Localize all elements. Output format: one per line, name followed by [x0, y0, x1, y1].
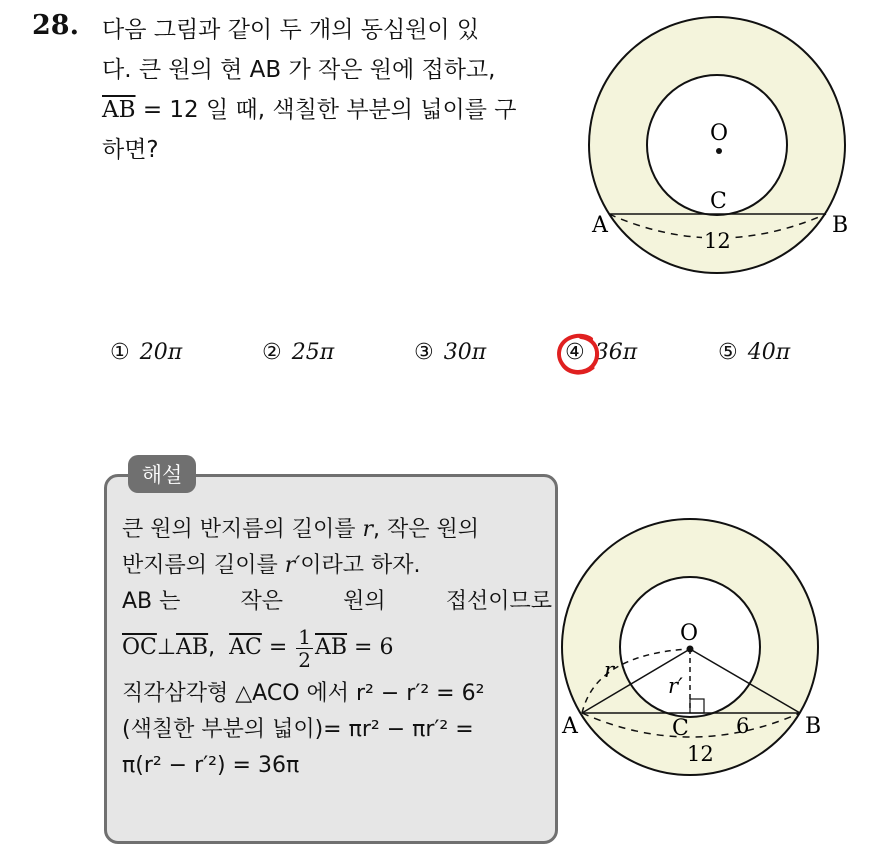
- question-line-2: 다. 큰 원의 현 AB 가 작은 원에 접하고,: [102, 57, 496, 83]
- question-line-4: 하면?: [102, 137, 159, 163]
- answer-circle-mark: [553, 330, 605, 380]
- label-b-2: B: [805, 714, 822, 739]
- label-chord-12-2: 12: [687, 742, 714, 766]
- label-b: B: [832, 213, 849, 238]
- label-r: r: [604, 658, 615, 682]
- choice-2[interactable]: ② 25π: [262, 340, 335, 365]
- choice-1[interactable]: ① 20π: [110, 340, 183, 365]
- solution-word-4: 접선이므로: [445, 589, 552, 614]
- solution-text: [122, 512, 552, 784]
- choice-3[interactable]: ③ 30π: [414, 340, 487, 365]
- fraction-one-half: $\frac{1}{2}$: [298, 624, 311, 672]
- question-number: 28.: [32, 10, 79, 41]
- solution-word-2: 작은: [240, 589, 283, 614]
- choice-5[interactable]: ⑤ 40π: [718, 340, 791, 365]
- label-a: A: [592, 213, 608, 238]
- solution-word-3: 원의: [343, 589, 386, 614]
- choice-4[interactable]: ④ 36π: [565, 340, 638, 365]
- solution-line-7: π(r² − r′²) = 36π: [122, 753, 300, 778]
- solution-line-4: $\overline{OC}\perp\overline{AB}$, $\overline{AC}$ = $\frac{1}{2}$ $\overline{AB} = 6$: [122, 624, 394, 672]
- label-o-2: O: [680, 621, 699, 646]
- solution-line-1: 큰 원의 반지름의 길이를 r, 작은 원의: [122, 517, 480, 542]
- question-text: [102, 10, 562, 170]
- label-chord-12: 12: [704, 229, 731, 253]
- solution-word-1: AB 는: [122, 589, 181, 614]
- label-six: 6: [736, 714, 750, 738]
- segment-ab: $\overline{AB}$: [102, 97, 136, 123]
- center-point: [716, 148, 722, 154]
- question-line-1: 다음 그림과 같이 두 개의 동심원이 있: [102, 17, 480, 43]
- figure-solution-circles: [560, 497, 850, 797]
- figure-concentric-circles: [580, 0, 860, 300]
- solution-line-5: 직각삼각형 △ACO 에서 r² − r′² = 6²: [122, 681, 485, 706]
- solution-tag: 해설: [128, 455, 196, 493]
- solution-line-3: [122, 584, 552, 620]
- label-c-2: C: [672, 716, 689, 741]
- label-c: C: [710, 189, 727, 214]
- question-line-3: $\overline{AB} = 12$ 일 때, 색칠한 부분의 넓이를 구: [102, 97, 517, 123]
- label-a-2: A: [562, 714, 578, 739]
- solution-line-6: (색칠한 부분의 넓이)= πr² − πr′² =: [122, 717, 474, 742]
- solution-line-2: 반지름의 길이를 r′이라고 하자.: [122, 553, 421, 578]
- label-o: O: [710, 121, 729, 146]
- center-point-2: [687, 646, 694, 653]
- label-r-prime: r′: [668, 674, 683, 698]
